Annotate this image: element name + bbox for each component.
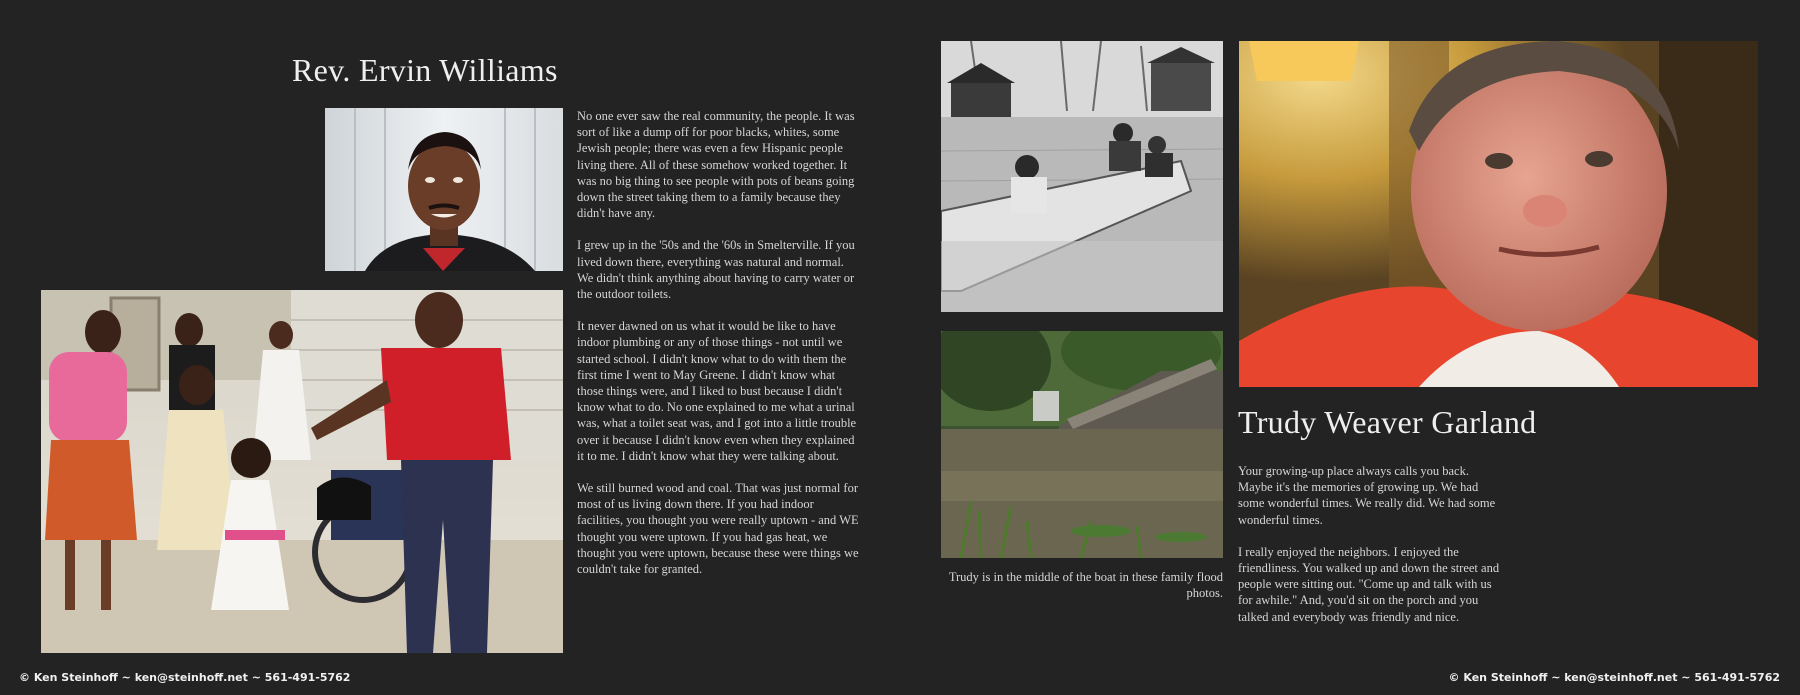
left-page-interview-text bbox=[577, 108, 861, 593]
left-page-title: Rev. Ervin Williams bbox=[292, 52, 558, 88]
right-page-footer-credit: © Ken Steinhoff ~ ken@steinhoff.net ~ 561-491-5762 bbox=[1448, 671, 1780, 684]
interview-paragraph: It never dawned on us what it would be like to have indoor plumbing or any of those things - not until we started school. I didn't know what to do with them the first time I went to May Greene. I didn't know what those things were, and I liked to bust because I didn't know what to do. No one explained to me what a urinal was, what a toilet seat was, and I got into a little trouble over it because I didn't know even when they explained it to me. I didn't know what they were talking about. bbox=[577, 319, 857, 463]
trudy-garland-portrait-photo bbox=[1239, 41, 1758, 387]
flood-boat-photo bbox=[941, 41, 1223, 312]
interview-paragraph: I grew up in the '50s and the '60s in Smelterville. If you lived down there, everything was natural and normal. We didn't think anything about having to carry water or the outdoor toilets. bbox=[577, 238, 855, 302]
ervin-williams-portrait-photo bbox=[325, 108, 563, 271]
interview-paragraph: No one ever saw the real community, the people. It was sort of like a dump off for poor blacks, whites, some Jewish people; there was even a few Hispanic people living there. All of these somehow worked together. It was no big thing to see people with pots of beans going down the street taking them to a family because they didn't have any. bbox=[577, 109, 855, 221]
community-group-photo bbox=[41, 290, 563, 653]
right-page-interview-text bbox=[1238, 463, 1504, 641]
interview-paragraph: Your growing-up place always calls you back. Maybe it's the memories of growing up. We had some wonderful times. We really did. We had some wonderful times. bbox=[1238, 464, 1496, 527]
left-page-footer-credit: © Ken Steinhoff ~ ken@steinhoff.net ~ 561-491-5762 bbox=[19, 671, 351, 684]
flooded-house-photo bbox=[941, 331, 1223, 558]
flood-photos-caption: Trudy is in the middle of the boat in these family flood photos. bbox=[948, 570, 1223, 600]
interview-paragraph: We still burned wood and coal. That was just normal for most of us living down there. If you had indoor facilities, you thought you were really uptown - and WE thought you were uptown. If you had gas heat, we thought you were uptown, because these were things we couldn't take for granted. bbox=[577, 481, 859, 577]
interview-paragraph: I really enjoyed the neighbors. I enjoyed the friendliness. You walked up and down the street and people were sitting out. "Come up and talk with us for awhile." And, you'd sit on the porch and you talked and everybody was friendly and nice. bbox=[1238, 544, 1500, 624]
right-page-title: Trudy Weaver Garland bbox=[1238, 404, 1537, 440]
